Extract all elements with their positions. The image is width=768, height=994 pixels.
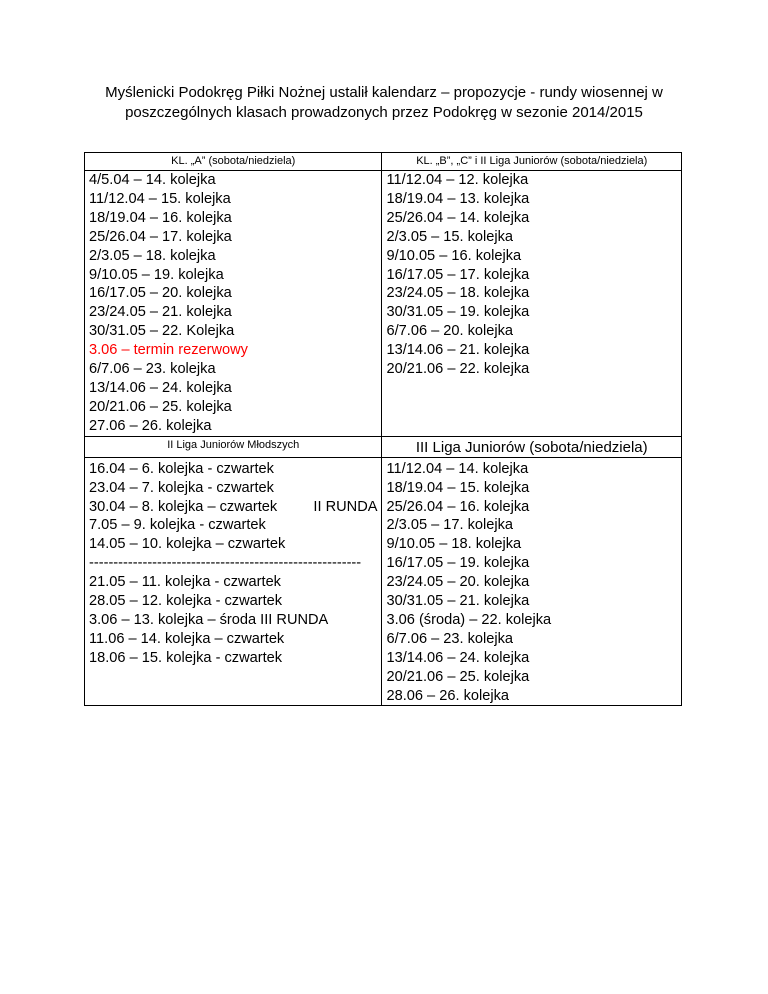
list-item: 2/3.05 – 15. kolejka xyxy=(386,228,514,245)
list-item: 18/19.04 – 15. kolejka xyxy=(386,479,530,496)
list-item: 16/17.05 – 17. kolejka xyxy=(386,266,530,283)
page-title xyxy=(60,83,708,123)
list-item: 30/31.05 – 22. Kolejka xyxy=(89,323,235,340)
list-item: 23/24.05 – 21. kolejka xyxy=(89,304,232,321)
title-line-2: poszczególnych klasach prowadzonych przez Podokręg w sezonie 2014/2015 xyxy=(125,104,643,121)
list-item: 13/14.06 – 21. kolejka xyxy=(386,342,530,359)
list-item: 3.06 – 13. kolejka – środa III RUNDA xyxy=(89,611,329,628)
list-item: 16/17.05 – 19. kolejka xyxy=(386,555,530,572)
list-item: 28.06 – 26. kolejka xyxy=(386,687,509,704)
list-item: 9/10.05 – 19. kolejka xyxy=(89,266,224,283)
list-item: 9/10.05 – 18. kolejka xyxy=(386,536,522,553)
list-item: 11/12.04 – 12. kolejka xyxy=(386,172,529,188)
list-item: 18/19.04 – 16. kolejka xyxy=(89,209,232,226)
header-row-2 xyxy=(85,436,682,457)
list-item: 3.06 (środa) – 22. kolejka xyxy=(386,611,552,628)
list-item: 13/14.06 – 24. kolejka xyxy=(89,379,232,396)
list-item: 23/24.05 – 20. kolejka xyxy=(386,574,530,591)
kl-a-header: KL. „A” (sobota/niedziela) xyxy=(85,153,382,171)
iii-liga-list xyxy=(382,457,682,706)
list-item: 30/31.05 – 21. kolejka xyxy=(386,593,530,610)
list-item: 11.06 – 14. kolejka – czwartek xyxy=(89,630,285,647)
iii-liga-header: III Liga Juniorów (sobota/niedziela) xyxy=(382,436,682,457)
list-item: 6/7.06 – 23. kolejka xyxy=(89,361,216,378)
list-item: 25/26.04 – 16. kolejka xyxy=(386,498,530,515)
list-item-with-round xyxy=(89,498,377,517)
list-item: 20/21.06 – 22. kolejka xyxy=(386,361,530,378)
list-item: 6/7.06 – 23. kolejka xyxy=(386,630,514,647)
ii-liga-mlodszych-list xyxy=(85,457,382,706)
list-item: 13/14.06 – 24. kolejka xyxy=(386,649,530,666)
separator-line: -------------------------------------------------------- xyxy=(89,555,362,572)
content-row-1 xyxy=(85,171,682,437)
list-item: 14.05 – 10. kolejka – czwartek xyxy=(89,536,286,553)
list-item: 16.04 – 6. kolejka - czwartek xyxy=(89,460,274,477)
list-item: 7.05 – 9. kolejka - czwartek xyxy=(89,517,266,534)
list-item: 23.04 – 7. kolejka - czwartek xyxy=(89,479,274,496)
header-row-1 xyxy=(85,153,682,171)
list-item: 18/19.04 – 13. kolejka xyxy=(386,190,530,207)
list-item: 18.06 – 15. kolejka - czwartek xyxy=(89,649,283,666)
title-line-1: Myślenicki Podokręg Piłki Nożnej ustalił kalendarz – propozycje - rundy wiosennej w xyxy=(105,84,663,101)
round-label: II RUNDA xyxy=(313,498,378,515)
list-item: 30/31.05 – 19. kolejka xyxy=(386,304,530,321)
list-item: 2/3.05 – 18. kolejka xyxy=(89,247,216,264)
kl-a-list xyxy=(85,171,382,437)
list-item: 28.05 – 12. kolejka - czwartek xyxy=(89,593,283,610)
schedule-table xyxy=(84,152,682,706)
content-row-2 xyxy=(85,457,682,706)
kl-bc-header: KL. „B”, „C” i II Liga Juniorów (sobota/niedziela) xyxy=(382,153,682,171)
list-item: 9/10.05 – 16. kolejka xyxy=(386,247,522,264)
list-item: 2/3.05 – 17. kolejka xyxy=(386,517,514,534)
list-item: 11/12.04 – 14. kolejka xyxy=(386,460,529,477)
list-item: 4/5.04 – 14. kolejka xyxy=(89,172,216,188)
list-item: 23/24.05 – 18. kolejka xyxy=(386,285,530,302)
list-item: 11/12.04 – 15. kolejka xyxy=(89,190,231,207)
reserve-date-item: 3.06 – termin rezerwowy xyxy=(89,342,248,359)
list-item: 21.05 – 11. kolejka - czwartek xyxy=(89,574,281,591)
list-item: 16/17.05 – 20. kolejka xyxy=(89,285,232,302)
list-item: 20/21.06 – 25. kolejka xyxy=(386,668,530,685)
list-item-text: 30.04 – 8. kolejka – czwartek xyxy=(89,498,278,515)
list-item: 25/26.04 – 17. kolejka xyxy=(89,228,232,245)
ii-liga-mlodszych-header: II Liga Juniorów Młodszych xyxy=(85,436,382,457)
list-item: 6/7.06 – 20. kolejka xyxy=(386,323,514,340)
list-item: 20/21.06 – 25. kolejka xyxy=(89,398,232,415)
list-item: 25/26.04 – 14. kolejka xyxy=(386,209,530,226)
kl-bc-list xyxy=(382,171,682,437)
list-item: 27.06 – 26. kolejka xyxy=(89,417,212,434)
